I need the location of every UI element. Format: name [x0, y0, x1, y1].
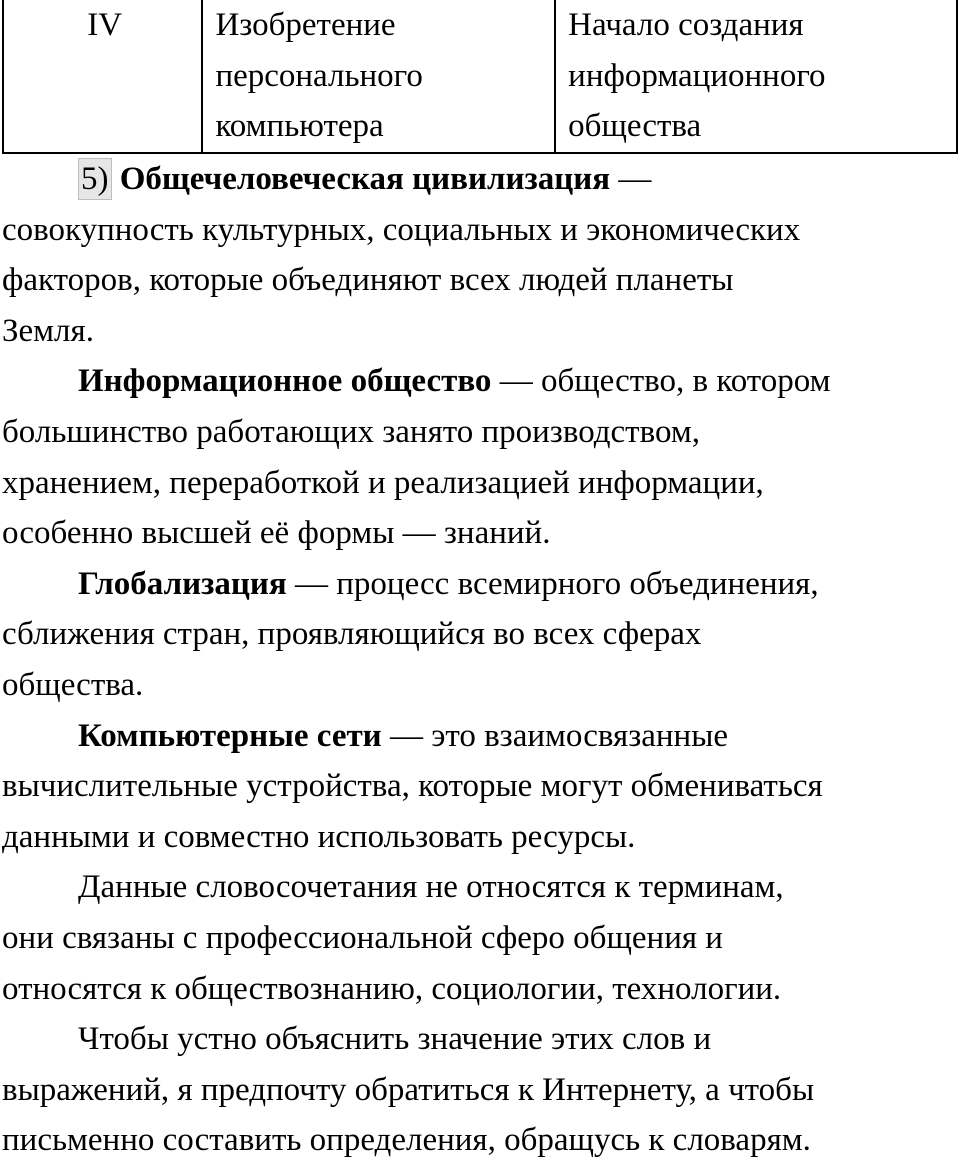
paragraph-text: — процесс всемирного объединения,: [286, 565, 819, 602]
paragraph-line: вычислительные устройства, которые могут обмениваться: [2, 768, 823, 805]
paragraph-computer-networks: [2, 711, 958, 863]
paragraph-text: — общество, в котором: [491, 363, 831, 400]
paragraph-text: Данные словосочетания не относятся к терминам,: [78, 869, 784, 906]
paragraph-sources: [2, 1014, 958, 1166]
document-body: [2, 154, 958, 1166]
paragraph-text: — это взаимосвязанные: [381, 717, 729, 754]
history-table: [2, 0, 958, 154]
paragraph-line: факторов, которые объединяют всех людей планеты: [2, 262, 734, 299]
table-cell-number: [3, 0, 202, 153]
term-computer-networks: Компьютерные сети: [78, 717, 382, 754]
paragraph-line: выражений, я предпочту обратиться к Интернету, а чтобы: [2, 1071, 815, 1108]
paragraph-globalization: [2, 559, 958, 711]
paragraph-line: общества.: [2, 666, 144, 703]
paragraph-line: хранением, переработкой и реализацией информации,: [2, 464, 764, 501]
table-cell-event: [202, 0, 555, 153]
paragraph-information-society: [2, 356, 958, 558]
consequence-line: общества: [568, 108, 702, 144]
paragraph-line: они связаны с профессиональной сферо общения и: [2, 919, 723, 956]
paragraph-line: данными и совместно использовать ресурсы.: [2, 818, 636, 855]
table-cell-consequence: [555, 0, 957, 153]
term-globalization: Глобализация: [78, 565, 287, 602]
consequence-line: информационного: [568, 57, 826, 94]
paragraph-line: большинство работающих занято производством,: [2, 413, 700, 450]
paragraph-text: —: [610, 161, 652, 197]
paragraph-civilization: [2, 154, 958, 356]
event-line: персонального: [215, 57, 423, 94]
event-line: Изобретение: [215, 7, 396, 43]
event-line: компьютера: [215, 108, 384, 144]
paragraph-line: сближения стран, проявляющийся во всех сферах: [2, 616, 702, 653]
paragraph-line: Земля.: [2, 312, 94, 349]
paragraph-line: совокупность культурных, социальных и экономических: [2, 211, 801, 248]
paragraph-line: относятся к обществознанию, социологии, технологии.: [2, 970, 782, 1007]
term-information-society: Информационное общество: [78, 363, 492, 400]
consequence-line: Начало создания: [568, 7, 804, 43]
term-civilization: Общечеловеческая цивилизация: [119, 161, 611, 197]
paragraph-text: Чтобы устно объяснить значение этих слов и: [78, 1021, 712, 1058]
table-row: [3, 0, 957, 153]
item-number: 5): [78, 158, 112, 200]
paragraph-line: письменно составить определения, обращусь к словарям.: [2, 1122, 811, 1159]
row-number: IV: [87, 7, 123, 43]
paragraph-word-combinations: [2, 862, 958, 1014]
paragraph-line: особенно высшей её формы — знаний.: [2, 515, 551, 552]
